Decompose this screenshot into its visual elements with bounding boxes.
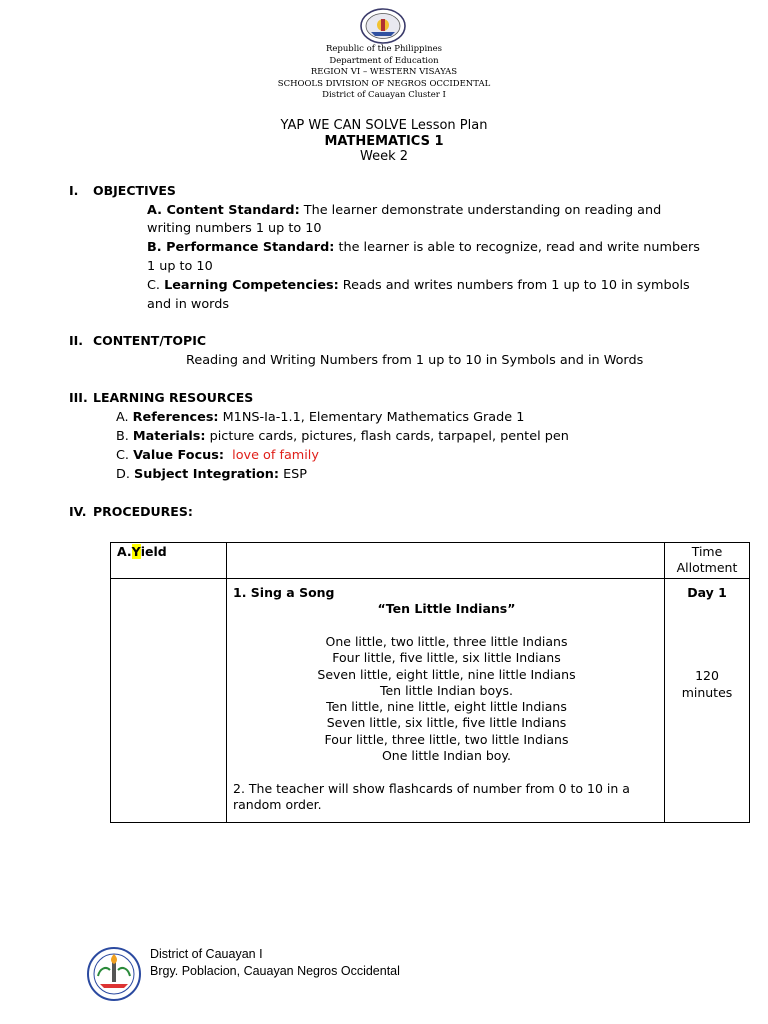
performance-standard: [147, 238, 700, 257]
value-focus-label: Value Focus:: [133, 448, 224, 463]
section-title: LEARNING RESOURCES: [93, 390, 254, 405]
references-line: [116, 408, 524, 427]
table-header-row: [111, 543, 750, 579]
minutes-unit: minutes: [681, 685, 733, 700]
competencies-text: Reads and writes numbers from 1 up to 10 in symbols: [338, 278, 690, 293]
materials-line: [116, 427, 569, 446]
learning-competencies-cont: and in words: [147, 297, 229, 312]
subject-integration-prefix: D.: [116, 467, 134, 482]
value-focus-line: [116, 446, 319, 465]
song-lyrics: [233, 634, 660, 764]
section-number: III.: [69, 390, 88, 405]
letterhead-line: Republic of the Philippines: [325, 44, 443, 54]
section-procedures-heading: [69, 504, 193, 519]
materials-text: picture cards, pictures, flash cards, tarpapel, pentel pen: [205, 429, 569, 444]
time-header-cell: [665, 543, 750, 579]
footer-district: District of Cauayan I: [150, 947, 263, 961]
letterhead-line: REGION VI – WESTERN VISAYAS: [310, 67, 458, 77]
table-row: [111, 579, 750, 823]
section-title: PROCEDURES:: [93, 504, 193, 519]
performance-standard-text: the learner is able to recognize, read and write numbers: [334, 240, 700, 255]
yield-prefix: A.: [117, 544, 132, 559]
song-line: Four little, five little, six little Indians: [332, 650, 561, 666]
section-title: OBJECTIVES: [93, 183, 176, 198]
yield-header-cell: [111, 543, 227, 579]
performance-standard-cont: 1 up to 10: [147, 259, 213, 274]
content-standard-text: The learner demonstrate understanding on reading and: [299, 203, 662, 218]
materials-label: Materials:: [132, 429, 206, 444]
song-line: Four little, three little, two little Indians: [324, 731, 569, 747]
references-label: References:: [132, 410, 219, 425]
section-number: IV.: [69, 504, 87, 519]
activity-2-line: random order.: [233, 797, 322, 813]
competencies-label: Learning Competencies:: [164, 278, 339, 293]
song-line: Seven little, eight little, nine little Indians: [317, 666, 576, 682]
minutes-value: 120: [695, 668, 719, 683]
lesson-plan-title: YAP WE CAN SOLVE Lesson Plan: [280, 118, 488, 133]
lesson-title-block: [0, 118, 768, 165]
subject-integration-label: Subject Integration:: [134, 467, 280, 482]
yield-highlight-letter: Y: [131, 544, 141, 559]
activity-2-line: 2. The teacher will show flashcards of number from 0 to 10 in a: [233, 781, 630, 797]
song-line: Ten little, nine little, eight little Indians: [326, 699, 567, 715]
subject-integration-text: ESP: [279, 467, 308, 482]
yield-rest: ield: [140, 544, 167, 559]
song-line: One little Indian boy.: [381, 748, 512, 764]
value-focus-text: love of family: [232, 448, 319, 463]
deped-seal-logo: [357, 8, 409, 44]
time-header-line1: Time: [691, 544, 723, 559]
section-number: I.: [69, 183, 79, 198]
section-resources-heading: [69, 390, 253, 405]
learning-competencies: [147, 276, 690, 295]
yield-cell: [111, 579, 227, 823]
activity-header-cell: [227, 543, 665, 579]
content-standard-cont: writing numbers 1 up to 10: [147, 221, 322, 236]
subject-integration-line: [116, 465, 307, 484]
content-standard: [147, 201, 661, 220]
song-title: “Ten Little Indians”: [377, 601, 516, 616]
activity-2-text: [233, 781, 660, 813]
letterhead-line: SCHOOLS DIVISION OF NEGROS OCCIDENTAL: [277, 78, 491, 89]
letterhead-line: Department of Education: [329, 55, 439, 66]
content-standard-label: A. Content Standard:: [147, 203, 300, 218]
topic-text: Reading and Writing Numbers from 1 up to 10 in Symbols and in Words: [186, 353, 644, 368]
day-label: Day 1: [687, 585, 727, 600]
district-seal-logo: [86, 946, 142, 1002]
letterhead-line: District of Cauayan Cluster I: [322, 90, 446, 100]
value-focus-prefix: C.: [116, 448, 134, 463]
letterhead: [0, 44, 768, 102]
footer-address: [150, 946, 400, 980]
week-label: Week 2: [359, 149, 409, 164]
procedures-table: [110, 542, 750, 823]
references-prefix: A.: [116, 410, 133, 425]
subject-title: MATHEMATICS 1: [324, 133, 444, 149]
song-line: Ten little Indian boys.: [379, 682, 514, 698]
references-text: M1NS-Ia-1.1, Elementary Mathematics Grade 1: [218, 410, 525, 425]
competencies-prefix: C.: [147, 278, 165, 293]
performance-standard-label: B. Performance Standard:: [147, 240, 335, 255]
materials-prefix: B.: [116, 429, 133, 444]
section-content-heading: [69, 333, 206, 348]
section-title: CONTENT/TOPIC: [93, 333, 207, 348]
song-line: Seven little, six little, five little Indians: [326, 715, 567, 731]
section-number: II.: [69, 333, 84, 348]
footer-location: Brgy. Poblacion, Cauayan Negros Occidental: [150, 964, 400, 978]
activity-1-label: 1. Sing a Song: [233, 585, 335, 600]
time-header-line2: Allotment: [676, 560, 738, 575]
activity-cell: [227, 579, 665, 823]
song-line: One little, two little, three little Indians: [325, 634, 568, 649]
time-cell: [665, 579, 750, 823]
section-objectives-heading: [69, 183, 176, 198]
